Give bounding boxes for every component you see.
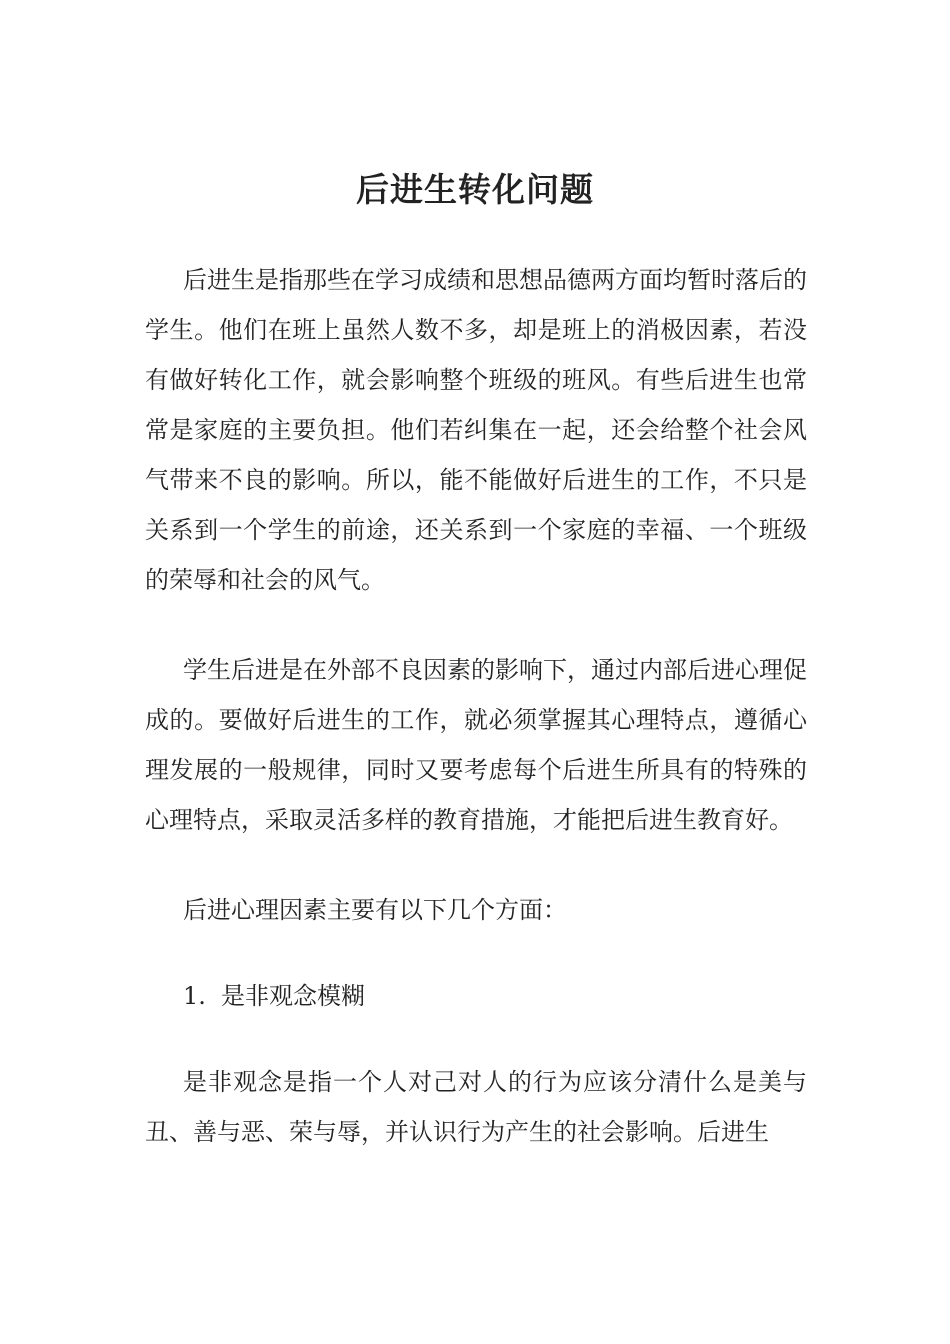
document-title: 后进生转化问题 — [356, 170, 594, 209]
paragraph-2: 学生后进是在外部不良因素的影响下，通过内部后进心理促成的。要做好后进生的工作，就必须掌握其心理特点，遵循心理发展的一般规律，同时又要考虑每个后进生所具有的特殊的心理特点，采取灵活多样的教育措施，才能把后进生教育好。 — [145, 656, 807, 834]
paragraph-4: 是非观念是指一个人对己对人的行为应该分清什么是美与丑、善与恶、荣与辱，并认识行为产生的社会影响。后进生 — [145, 1068, 807, 1146]
list-item — [145, 971, 807, 1021]
list-item-text: 是非观念模糊 — [221, 982, 365, 1010]
paragraph-3: 后进心理因素主要有以下几个方面： — [183, 896, 567, 924]
list-item-number: 1. — [183, 982, 206, 1010]
paragraph-1: 后进生是指那些在学习成绩和思想品德两方面均暂时落后的学生。他们在班上虽然人数不多，却是班上的消极因素，若没有做好转化工作，就会影响整个班级的班风。有些后进生也常常是家庭的主要负担。他们若纠集在一起，还会给整个社会风气带来不良的影响。所以，能不能做好后进生的工作，不只是关系到一个学生的前途，还关系到一个家庭的幸福、一个班级的荣辱和社会的风气。 — [145, 266, 807, 594]
document-body — [145, 255, 807, 1197]
